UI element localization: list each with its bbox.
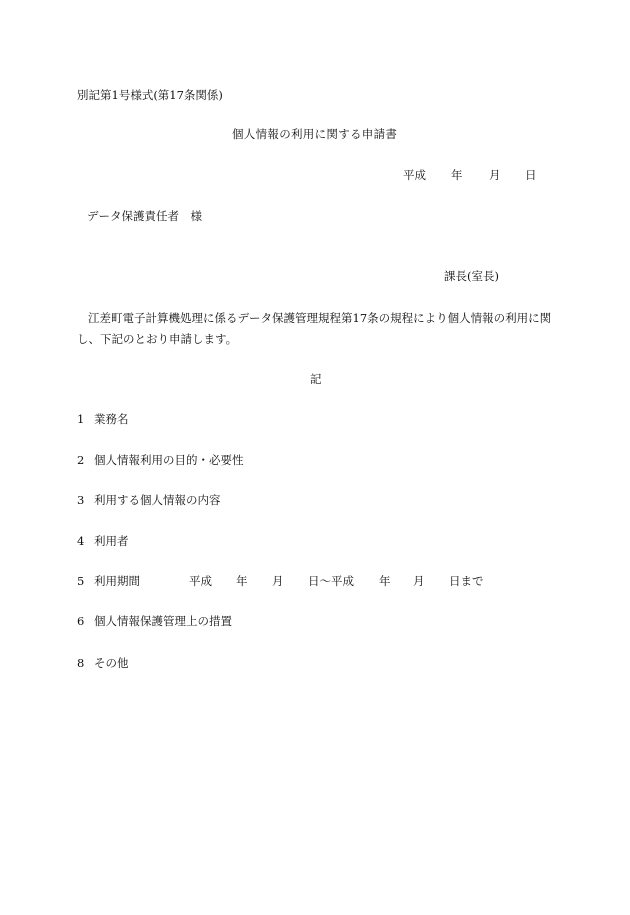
item-label: 個人情報利用の目的・必要性 <box>94 453 244 467</box>
date-line <box>403 167 537 183</box>
item-label: 個人情報保護管理上の措置 <box>94 614 232 628</box>
list-item <box>77 452 244 468</box>
date-month: 月 <box>489 168 501 182</box>
item-label: 利用する個人情報の内容 <box>94 493 221 507</box>
item-label: 利用者 <box>94 534 129 548</box>
item-number: 8 <box>77 656 85 670</box>
period-start-day: 日～平成 <box>308 574 354 588</box>
list-item <box>77 655 129 671</box>
period-start-era: 平成 <box>189 574 212 588</box>
item-label: 業務名 <box>94 412 129 426</box>
form-reference: 別記第1号様式(第17条関係) <box>77 88 223 102</box>
form-title: 個人情報の利用に関する申請書 <box>232 127 398 141</box>
period-end-month: 月 <box>413 574 425 588</box>
item-number: 4 <box>77 534 85 548</box>
period-start-year: 年 <box>236 574 248 588</box>
item-label: その他 <box>94 656 129 670</box>
period-end-year: 年 <box>379 574 391 588</box>
applicant-title: 課長(室長) <box>444 269 499 283</box>
item-number: 6 <box>77 614 85 628</box>
period-start-month: 月 <box>272 574 284 588</box>
item-number: 2 <box>77 453 85 467</box>
period-end-day: 日まで <box>449 574 484 588</box>
item-number: 1 <box>77 412 85 426</box>
body-paragraph: 江差町電子計算機処理に係るデータ保護管理規程第17条の規程により個人情報の利用に関し、下記のとおり申請します。 <box>77 311 552 346</box>
date-era: 平成 <box>403 168 426 182</box>
ki-heading: 記 <box>310 372 322 386</box>
item-label: 利用期間 <box>94 574 140 588</box>
item-number: 3 <box>77 493 85 507</box>
recipient: データ保護責任者 様 <box>87 209 202 223</box>
list-item <box>77 613 232 629</box>
list-item <box>77 492 221 508</box>
list-item <box>77 411 129 427</box>
date-day: 日 <box>525 168 537 182</box>
date-year: 年 <box>451 168 463 182</box>
list-item <box>77 573 484 589</box>
item-number: 5 <box>77 574 85 588</box>
list-item <box>77 533 129 549</box>
